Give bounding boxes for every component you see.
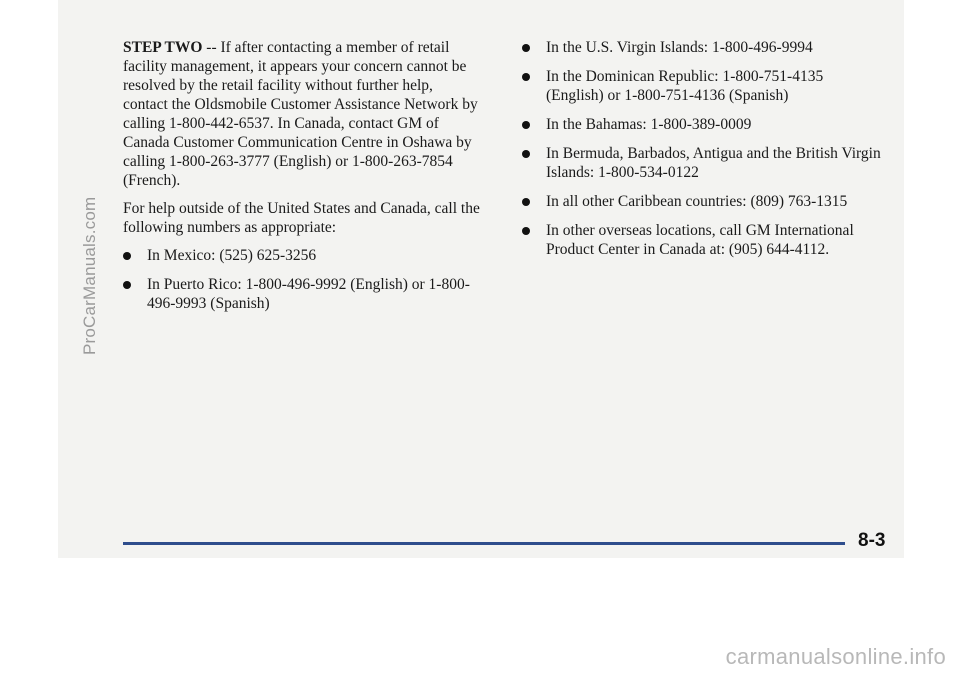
bullet-dot-icon xyxy=(123,252,131,260)
step-two-body: If after contacting a member of retail facility management, it appears your concern cannot be resolved by the retail facility without further help, contact the Oldsmobile Customer Assistance Network by calling 1-800-442-6537. In Canada, contact GM of Canada Customer Communication Centre in Oshawa by calling 1-800-263-3777 (English) or 1-800-263-7854 (French). xyxy=(123,39,478,189)
bullet-dot-icon xyxy=(123,281,131,289)
left-bullet-list xyxy=(123,246,481,313)
list-item-text: In Mexico: (525) 625-3256 xyxy=(147,247,317,264)
list-item xyxy=(522,67,882,105)
bullet-dot-icon xyxy=(522,44,530,52)
right-bullet-list xyxy=(522,38,882,259)
list-item xyxy=(522,192,882,211)
list-item xyxy=(522,144,882,182)
list-item-text: In Bermuda, Barbados, Antigua and the British Virgin Islands: 1-800-534-0122 xyxy=(546,145,881,181)
right-column xyxy=(522,38,882,269)
list-item-text: In the U.S. Virgin Islands: 1-800-496-9994 xyxy=(546,39,813,56)
bullet-dot-icon xyxy=(522,198,530,206)
step-dash: -- xyxy=(202,39,221,56)
list-item-text: In the Bahamas: 1-800-389-0009 xyxy=(546,116,752,133)
step-two-paragraph xyxy=(123,38,481,190)
bullet-dot-icon xyxy=(522,227,530,235)
list-item-text: In the Dominican Republic: 1-800-751-4135 (English) or 1-800-751-4136 (Spanish) xyxy=(546,68,824,104)
list-item-text: In all other Caribbean countries: (809) 763-1315 xyxy=(546,193,848,210)
side-watermark: ProCarManuals.com xyxy=(80,196,99,355)
step-two-heading: STEP TWO xyxy=(123,39,203,56)
list-item-text: In Puerto Rico: 1-800-496-9992 (English) or 1-800-496-9993 (Spanish) xyxy=(147,276,470,312)
footer-rule xyxy=(123,542,845,545)
bullet-dot-icon xyxy=(522,121,530,129)
list-item xyxy=(123,246,481,265)
list-item xyxy=(522,115,882,134)
list-item xyxy=(522,38,882,57)
bullet-dot-icon xyxy=(522,150,530,158)
list-item xyxy=(522,221,882,259)
page-number: 8-3 xyxy=(858,530,886,551)
bullet-dot-icon xyxy=(522,73,530,81)
outside-us-intro: For help outside of the United States and Canada, call the following numbers as appropriate: xyxy=(123,200,480,236)
bottom-watermark: carmanualsonline.info xyxy=(725,644,946,669)
left-column xyxy=(123,38,481,323)
list-item xyxy=(123,275,481,313)
list-item-text: In other overseas locations, call GM International Product Center in Canada at: (905) 644-4112. xyxy=(546,222,854,258)
